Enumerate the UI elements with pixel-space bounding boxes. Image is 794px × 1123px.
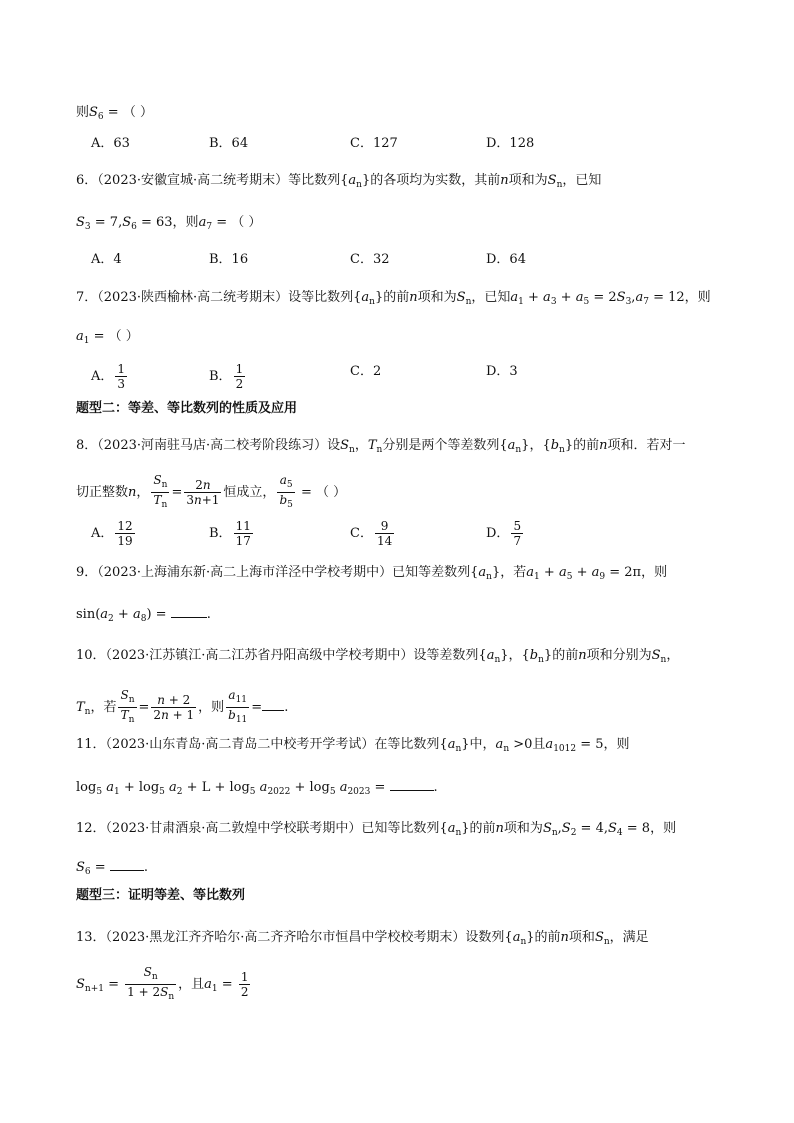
fraction: $\frac{12}{19}$ [117, 519, 133, 548]
q6-given: $S_3 = 7,S_6 = 63$，则$a_7$ = （ ） [76, 215, 262, 232]
q12-ask: $S_6$ = . [76, 860, 148, 877]
q5-option-d: D．128 [486, 136, 535, 151]
q10-condition: $T_n$，若 $\frac{S_n}{T_n}$ = $\frac{n + 2}{2n + 1}$ ，则 $\frac{a_{11}}{b_{11}}$ = . [76, 688, 289, 725]
section-heading: 题型三：证明等差、等比数列 [76, 888, 246, 903]
q7-option-d: D．3 [486, 364, 518, 379]
q13-condition: $S_{n+1}$ = $\frac{S_n}{1 + 2S_n}$ ，且$a_1$ = $\frac{1}{2}$ [76, 965, 249, 1002]
fraction: $\frac{1}{2}$ [240, 970, 249, 999]
fraction: $\frac{S_n}{T_n}$ [153, 473, 168, 510]
fraction: $\frac{5}{7}$ [513, 519, 522, 548]
q6-option-a: A．4 [91, 252, 122, 267]
fraction: $\frac{11}{17}$ [235, 519, 251, 548]
q8-option-d: D． $\frac{5}{7}$ [486, 519, 522, 548]
fraction: $\frac{1}{3}$ [117, 362, 126, 391]
fraction: $\frac{a_5}{b_5}$ [279, 473, 293, 510]
fraction: $\frac{2n}{3n+1}$ [186, 478, 220, 507]
answer-blank[interactable] [390, 778, 434, 791]
q12-stem: 12．（2023·甘肃酒泉·高二敦煌中学校联考期中）已知等比数列$\{a_n\}$的前n项和为$S_n,S_2 = 4,S_4 = 8$，则 [76, 821, 677, 838]
q6-stem: 6．（2023·安徽宣城·高二统考期末）等比数列$\{a_n\}$的各项均为实数，其前n项和为$S_n$，已知 [76, 173, 602, 190]
answer-blank[interactable] [262, 698, 284, 711]
q10-stem: 10．（2023·江苏镇江·高二江苏省丹阳高级中学校考期中）设等差数列$\{a_n\}$，$\{b_n\}$的前n项和分别为$S_n$， [76, 648, 680, 665]
answer-blank[interactable] [110, 858, 144, 871]
q13-stem: 13．（2023·黑龙江齐齐哈尔·高二齐齐哈尔市恒昌中学校校考期末）设数列$\{a_n\}$的前n项和$S_n$，满足 [76, 930, 649, 947]
q8-condition: 切正整数n， $\frac{S_n}{T_n}$ = $\frac{2n}{3n+1}$ 恒成立， $\frac{a_5}{b_5}$ = （ ） [76, 473, 347, 510]
q6-option-b: B．16 [209, 252, 249, 267]
q9-ask: $\sin(a_2 + a_8)$ = . [76, 607, 211, 624]
q5-option-a: A．63 [91, 136, 130, 151]
q7-option-c: C．2 [350, 364, 382, 379]
q5-option-c: C．127 [350, 136, 398, 151]
q7-stem: 7．（2023·陕西榆林·高二统考期末）设等比数列$\{a_n\}$的前n项和为$S_n$，已知$a_1 + a_3 + a_5 = 2S_3,a_7 = 12$，则 [76, 290, 711, 307]
q7-option-b: B． $\frac{1}{2}$ [209, 362, 244, 391]
q6-option-d: D．64 [486, 252, 526, 267]
fraction: $\frac{a_{11}}{b_{11}}$ [228, 688, 248, 725]
q11-stem: 11．（2023·山东青岛·高二青岛二中校考开学考试）在等比数列$\{a_n\}$中，$a_n >0$且$a_{1012} = 5$，则 [76, 737, 630, 754]
fraction: $\frac{1}{2}$ [235, 362, 244, 391]
q6-option-c: C．32 [350, 252, 390, 267]
q5-stem: 则$S_6$ = （ ） [76, 105, 153, 122]
fraction: $\frac{n + 2}{2n + 1}$ [153, 693, 195, 722]
q11-ask: $\log_5 a_1 + \log_5 a_2 + L + \log_5 a_{2022} + \log_5 a_{2023}$ = . [76, 780, 438, 797]
q8-option-a: A． $\frac{12}{19}$ [91, 519, 133, 548]
q9-stem: 9．（2023·上海浦东新·高二上海市洋泾中学校考期中）已知等差数列$\{a_n\}$，若$a_1 + a_5 + a_9 = 2\pi$，则 [76, 565, 668, 582]
fraction: $\frac{S_n}{1 + 2S_n}$ [127, 965, 175, 1002]
q8-stem: 8．（2023·河南驻马店·高二校考阶段练习）设$S_n$，$T_n$分别是两个等差数列$\{a_n\}$，$\{b_n\}$的前n项和．若对一 [76, 438, 686, 455]
fraction: $\frac{9}{14}$ [376, 519, 393, 548]
q7-ask: $a_1$ = （ ） [76, 329, 139, 346]
section-heading: 题型二：等差、等比数列的性质及应用 [76, 401, 298, 416]
q8-option-c: C． $\frac{9}{14}$ [350, 519, 393, 548]
answer-blank[interactable] [171, 605, 207, 618]
q7-option-a: A． $\frac{1}{3}$ [91, 362, 126, 391]
fraction: $\frac{S_n}{T_n}$ [120, 688, 135, 725]
q8-option-b: B． $\frac{11}{17}$ [209, 519, 251, 548]
q5-option-b: B．64 [209, 136, 249, 151]
